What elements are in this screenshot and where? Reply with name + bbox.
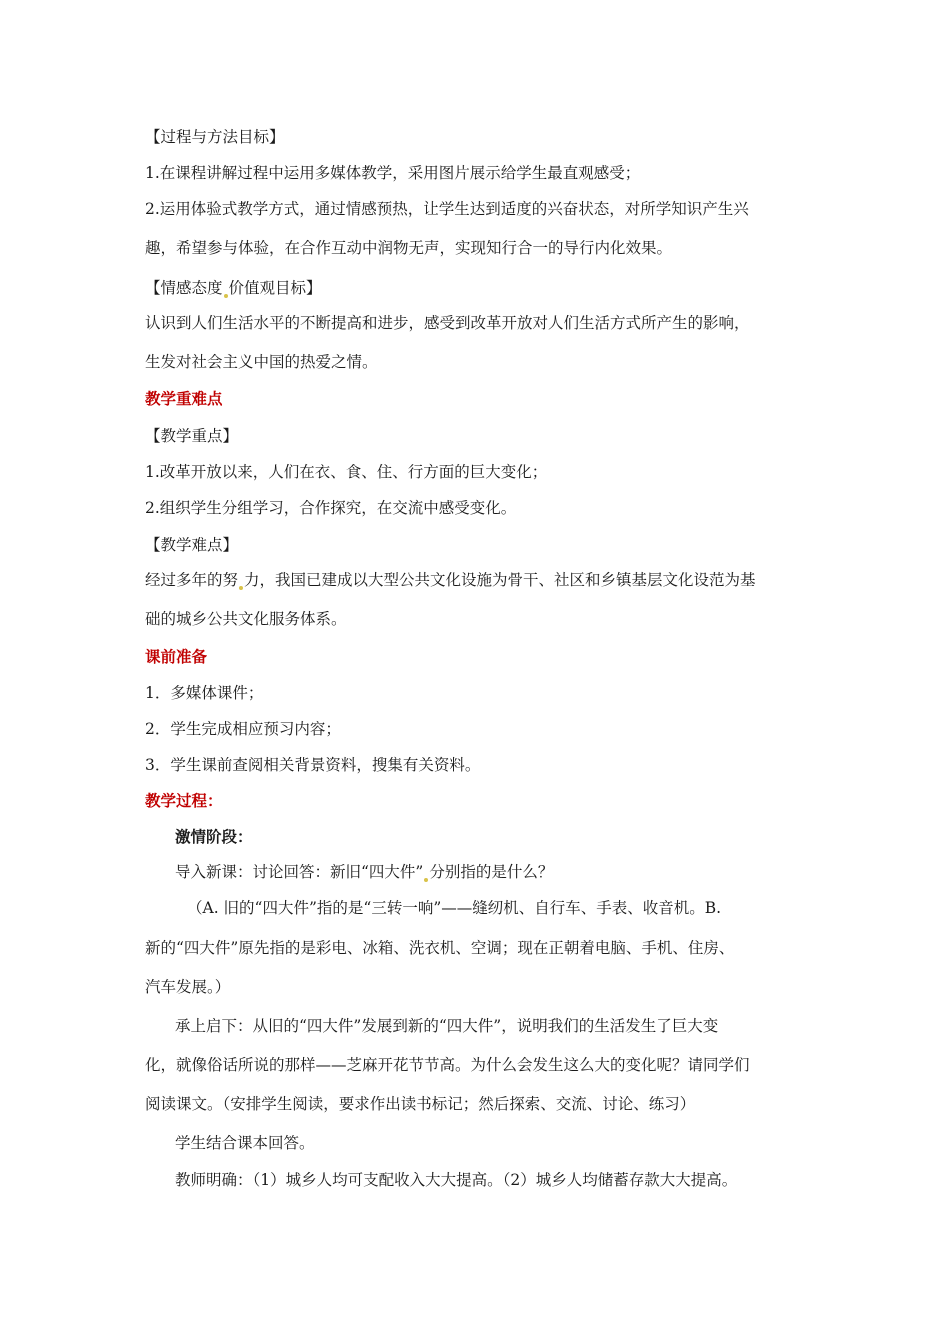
paragraph-line: 础的城乡公共文化服务体系。 xyxy=(145,610,347,628)
text-part: 导入新课：讨论回答：新旧“四大件” xyxy=(175,863,424,881)
text-part: 分别指的是什么？ xyxy=(429,863,554,881)
subheading-part: 【情感态度 xyxy=(145,279,223,297)
section-heading-teaching-process: 教学过程： xyxy=(145,792,223,810)
paragraph-line: 认识到人们生活水平的不断提高和进步，感受到改革开放对人们生活方式所产生的影响， xyxy=(145,314,750,332)
text-part: 力，我国已建成以大型公共文化设施为骨干、社区和乡镇基层文化设范为基 xyxy=(244,571,756,589)
paragraph-line: 化，就像俗话所说的那样——芝麻开花节节高。为什么会发生这么大的变化呢？请同学们 xyxy=(145,1056,750,1074)
stage-heading: 激情阶段： xyxy=(175,828,253,846)
paragraph-line: 阅读课文。（安排学生阅读，要求作出读书标记；然后探索、交流、讨论、练习） xyxy=(145,1095,696,1113)
subheading-key-points: 【教学重点】 xyxy=(145,427,239,445)
section-heading-key-difficult-points: 教学重难点 xyxy=(145,390,223,408)
marker-dot-icon xyxy=(224,294,228,298)
paragraph-line: 1.在课程讲解过程中运用多媒体教学，采用图片展示给学生最直观感受； xyxy=(145,164,641,182)
subheading-emotion-attitude-values xyxy=(145,278,825,298)
list-item: 2．学生完成相应预习内容； xyxy=(145,720,341,738)
section-heading-preparation: 课前准备 xyxy=(145,648,208,666)
paragraph-line: 教师明确：（1）城乡人均可支配收入大大提高。（2）城乡人均储蓄存款大大提高。 xyxy=(175,1171,738,1189)
subheading-difficult-points: 【教学难点】 xyxy=(145,536,239,554)
paragraph-line: （A. 旧的“四大件”指的是“三转一响”——缝纫机、自行车、手表、收音机。B. xyxy=(187,899,722,917)
paragraph-line: 汽车发展。） xyxy=(145,978,231,996)
paragraph-line xyxy=(145,570,825,590)
paragraph-line: 1.改革开放以来，人们在衣、食、住、行方面的巨大变化； xyxy=(145,463,548,481)
text-part: 经过多年的努 xyxy=(145,571,239,589)
paragraph-line: 新的“四大件”原先指的是彩电、冰箱、洗衣机、空调；现在正朝着电脑、手机、住房、 xyxy=(145,939,735,957)
subheading-part: 价值观目标】 xyxy=(228,279,322,297)
list-item: 1．多媒体课件； xyxy=(145,684,264,702)
list-item: 3．学生课前查阅相关背景资料，搜集有关资料。 xyxy=(145,756,481,774)
paragraph-line xyxy=(175,862,825,882)
paragraph-line: 承上启下：从旧的“四大件”发展到新的“四大件”，说明我们的生活发生了巨大变 xyxy=(175,1017,719,1035)
paragraph-line: 生发对社会主义中国的热爱之情。 xyxy=(145,353,378,371)
marker-dot-icon xyxy=(424,878,428,882)
paragraph-line: 2.组织学生分组学习，合作探究，在交流中感受变化。 xyxy=(145,499,517,517)
paragraph-line: 2.运用体验式教学方式，通过情感预热，让学生达到适度的兴奋状态，对所学知识产生兴 xyxy=(145,200,749,218)
paragraph-line: 学生结合课本回答。 xyxy=(175,1134,315,1152)
paragraph-line: 趣，希望参与体验，在合作互动中润物无声，实现知行合一的导行内化效果。 xyxy=(145,239,673,257)
marker-dot-icon xyxy=(239,586,243,590)
subheading-process-method-goals: 【过程与方法目标】 xyxy=(145,128,285,146)
